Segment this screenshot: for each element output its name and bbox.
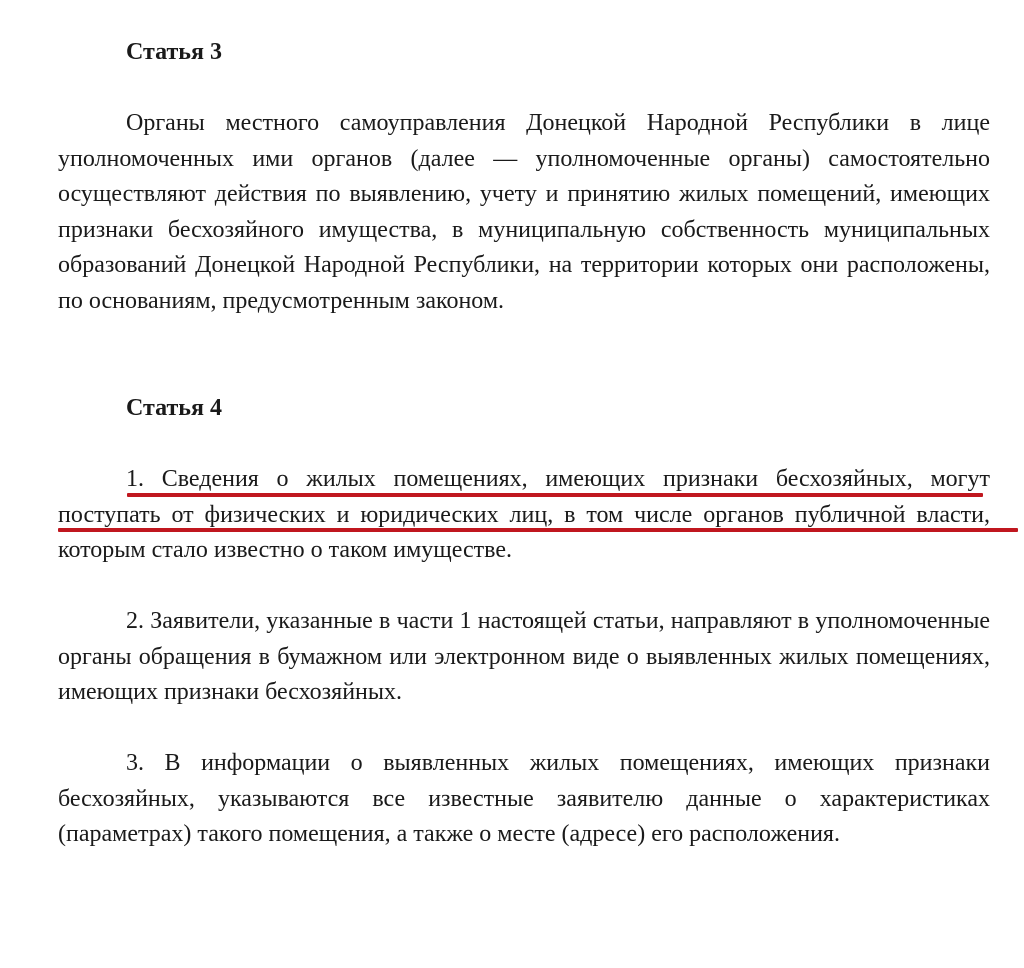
article-3-heading: Статья 3 [126,39,222,65]
article-4-part-2: 2. Заявители, указанные в части 1 настоящей статьи, направляют в уполномоченные органы обращения в бумажном или электронном виде о выявленных жилых помещениях, имеющих признаки бесхозяйных. [58,608,990,705]
article-3-paragraph: Органы местного самоуправления Донецкой Народной Республики в лице уполномоченных ими органов (далее — уполномоченные органы) самостоятельно осуществляют действия по выявлению, учету и принятию жилых помещений, имеющих признаки бесхозяйного имущества, в муниципальную собственность муниципальных образований Донецкой Народной Республики, на территории которых они расположены, по основаниям, предусмотренным законом. [58,110,990,314]
highlight-underline-line-1 [127,493,983,497]
article-4-part-3: 3. В информации о выявленных жилых помещениях, имеющих признаки бесхозяйных, указываются все известные заявителю данные о характеристиках (параметрах) такого помещения, а также о месте (адресе) его расположения. [58,750,990,847]
highlight-underline-line-2 [58,528,1018,532]
article-4-heading: Статья 4 [126,395,222,421]
article-4-part-1: 1. Сведения о жилых помещениях, имеющих признаки бесхозяйных, могут поступать от физических и юридических лиц, в том числе органов публичной власти, которым стало известно о таком имуществе. [58,466,990,563]
